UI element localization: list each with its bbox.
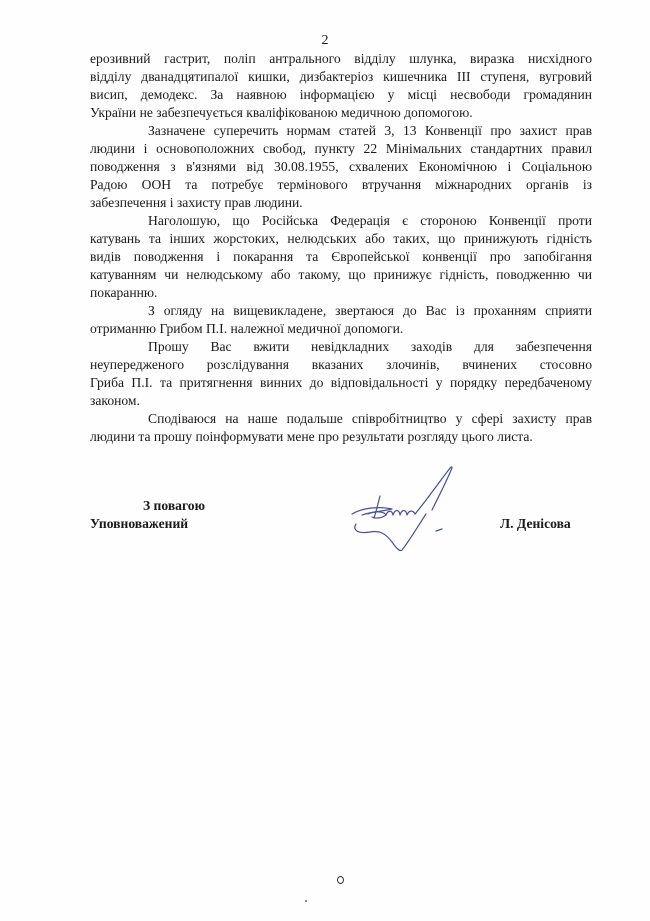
closing-salutation: З повагою [142,498,205,513]
scan-artifact-speck [305,900,307,902]
text-line: поводження з в'язнями від 30.08.1955, схвалених Економічною і Соціальною [90,159,592,174]
text-line: Гриба П.І. та притягнення винних до відповідальності у порядку передбаченому [90,375,592,390]
paragraph [90,50,592,122]
paragraph [90,302,592,338]
handwritten-signature [340,462,480,562]
paragraph [90,410,592,446]
page-number: 2 [321,33,329,48]
text-line: Сподіваюся на наше подальше співробітництво у сфері захисту прав [148,411,592,426]
text-line: Наголошую, що Російська Федерація є стороною Конвенції проти [148,213,592,228]
scan-artifact-mark [337,876,344,884]
text-line: катувань та інших жорстоких, нелюдських або таких, що принижують гідність [90,231,592,246]
text-line: забезпечення і захисту прав людини. [90,195,303,210]
text-line: законом. [90,393,140,408]
signer-position: Уповноважений [90,516,189,531]
paragraph [90,338,592,410]
text-line: висип, демодекс. За наявною інформацією у місці несвободи громадянин [90,87,592,102]
signer-name: Л. Денісова [500,516,571,531]
text-line: відділу дванадцятипалої кишки, дизбактеріоз кишечника III ступеня, вугровий [90,69,592,84]
text-line: Радою ООН та потребує термінового втручання міжнародних органів із [90,177,592,192]
text-line: Прошу Вас вжити невідкладних заходів для забезпечення [148,339,592,354]
text-line: видів поводження і покарання та Європейської конвенції про запобігання [90,249,592,264]
text-line: неупередженого розслідування вказаних злочинів, вчинених стосовно [90,357,592,372]
letter-body [90,50,592,446]
text-line: Зазначене суперечить нормам статей 3, 13 Конвенції про захист прав [148,123,592,138]
text-line: покаранню. [90,285,158,300]
signature-block [0,497,650,557]
text-line: людини та прошу поінформувати мене про результати розгляду цього листа. [90,429,533,444]
text-line: катуванням чи нелюдському або такому, що принижує гідність, поводженню чи [90,267,592,282]
paragraph [90,212,592,302]
paragraph [90,122,592,212]
text-line: людини і основоположних свобод, пункту 22 Мінімальних стандартних правил [90,141,592,156]
text-line: отриманню Грибом П.І. належної медичної допомоги. [90,321,404,336]
text-line: ерозивний гастрит, поліп антрального відділу шлунка, виразка нисхідного [90,51,592,66]
text-line: України не забезпечується кваліфікованою медичною допомогою. [90,105,473,120]
text-line: З огляду на вищевикладене, звертаюся до Вас із проханням сприяти [148,303,592,318]
